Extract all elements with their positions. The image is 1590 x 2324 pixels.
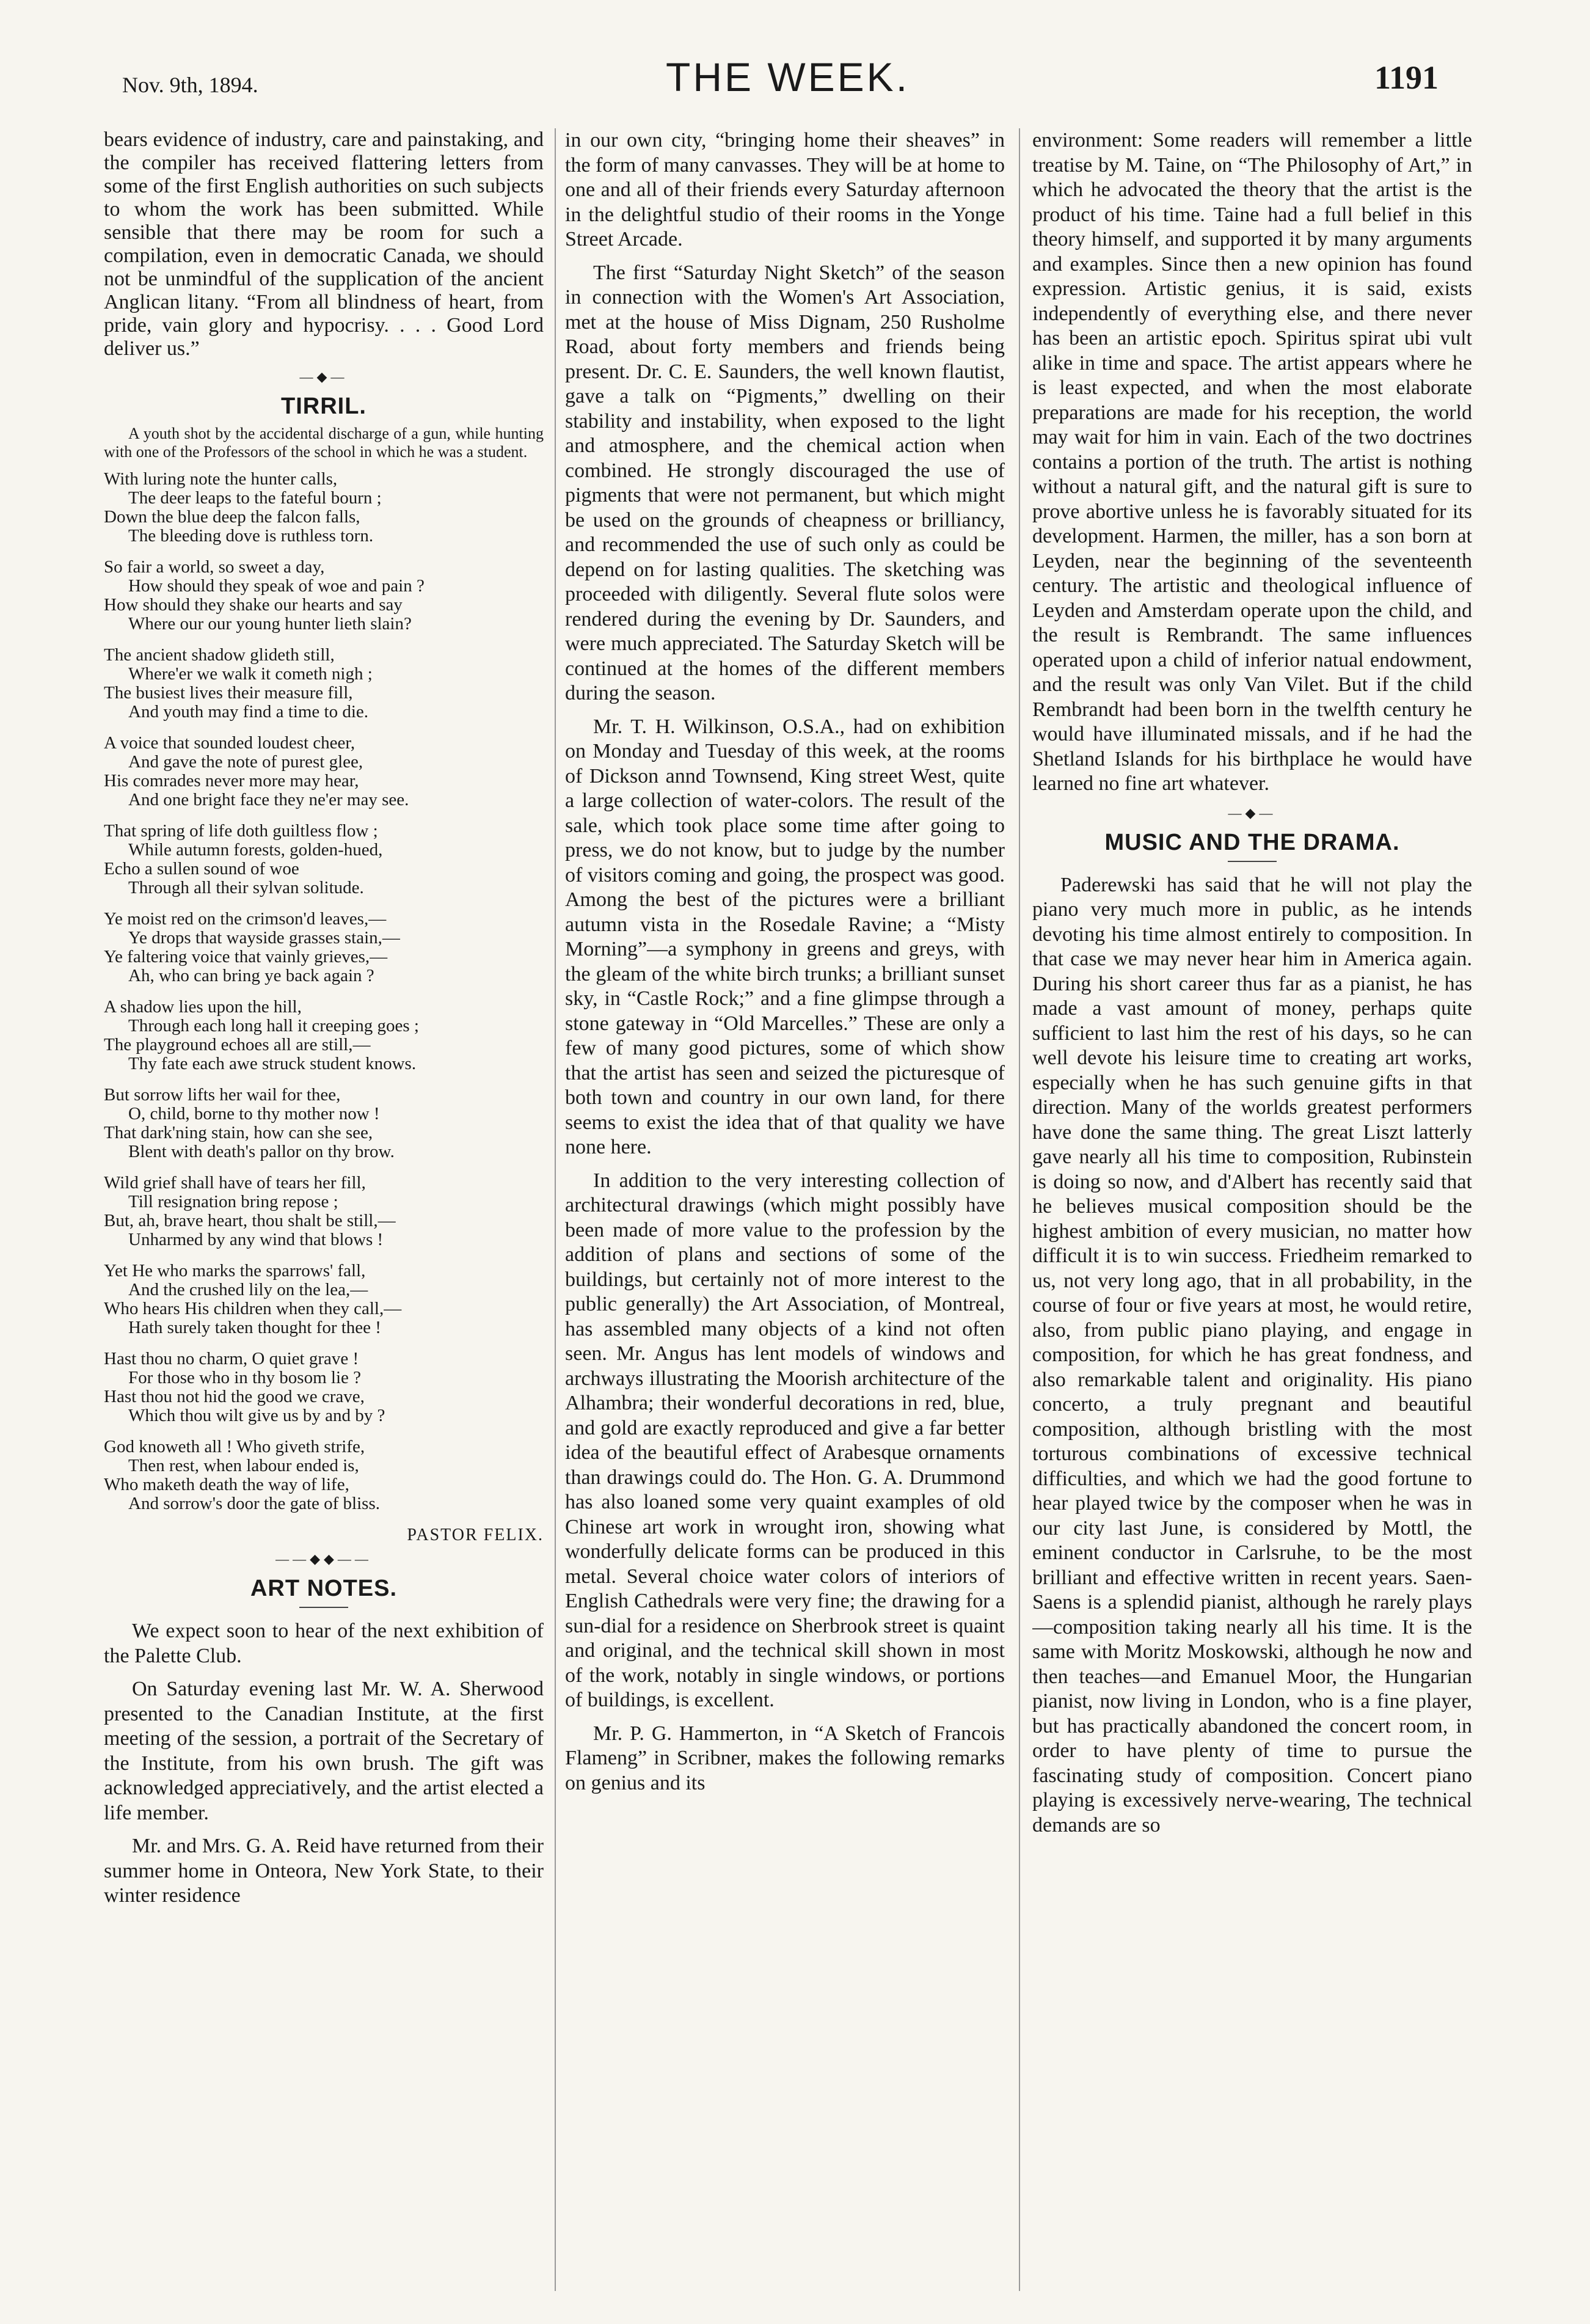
poem-line: And gave the note of purest glee, [128,753,363,772]
issue-date: Nov. 9th, 1894. [122,73,258,97]
poem-line: Ah, who can bring ye back again ? [128,967,374,985]
poem-line: So fair a world, so sweet a day, [104,558,325,577]
article-paragraph: On Saturday evening last Mr. W. A. Sherwood presented to the Canadian Institute, at the first meeting of the session, a portrait of the Secretary of the Institute, from his own brush. The gift was acknowledged appreciatively, and the artist elected a life member. [104,1678,544,1824]
poem-line: The deer leaps to the fateful bourn ; [128,489,382,508]
poem-stanza [104,1350,544,1425]
poem-stanza [104,1438,544,1513]
poem-line: How should they speak of woe and pain ? [128,577,425,596]
poem-line: The ancient shadow glideth still, [104,646,335,665]
poem-stanza [104,1086,544,1161]
article-paragraph: environment: Some readers will remember a little treatise by M. Taine, on “The Philosophy of Art,” in which he advocated the theory that the artist is the product of his time. Taine had a full belief in this theory himself, and supported it by many arguments and examples. Since then a new opinion has found expression. Artistic genius, it is said, exists independently of everything else, and there never has been an artistic epoch. Spiritus spirat ubi vult alike in time and space. The artist appears where he is least expected, and when the most elaborate preparations are made for his reception, the world may wait for him in vain. Each of the two doctrines contains a portion of the truth. The artist is nothing without a natural gift, and the natural gift is sure to prove abortive unless he is favorably situated for its development. Harmen, the miller, has a son born at Leyden, near the beginning of the seventeenth century. The artistic and theological influence of Leyden and Amsterdam operate upon the child, and the result is Rembrandt. The same influences operated upon a child of inferior natual endowment, and the result was only Van Vilet. But if the child Rembrandt had been born in the twelfth century he would have illuminated missals, and if he had the Shetland Islands for his birthplace he would have learned no fine art whatever. [1032,129,1472,795]
poem-line: The busiest lives their measure fill, [104,684,353,703]
section-title-music-drama: MUSIC AND THE DRAMA. [1104,829,1400,855]
poem-line: But, ah, brave heart, thou shalt be still,— [104,1211,396,1230]
poem-line: With luring note the hunter calls, [104,470,338,489]
poem-line: Who maketh death the way of life, [104,1475,349,1494]
poem-stanza [104,1262,544,1337]
poem-line: Where our our young hunter lieth slain? [128,615,412,634]
article-paragraph: The first “Saturday Night Sketch” of the season in connection with the Women's Art Association, met at the house of Miss Dignam, 250 Rusholme Road, about forty members and friends being present. Dr. C. E. Saunders, the well known flautist, gave a talk on “Pigments,” dwelling on their stability and instability, when exposed to the light and atmosphere, and the chemical action when combined. He strongly discouraged the use of pigments that were not permanent, but which might be used on the grounds of cheapness or brilliancy, and recommended the use of such only as could be depend on for lasting qualities. The sketching was proceeded with diligently. Several flute solos were rendered during the evening by Dr. Saunders, and were much appreciated. The Saturday Sketch will be continued at the homes of the different members during the season. [565,261,1005,704]
poem-line: A voice that sounded loudest cheer, [104,734,356,753]
column-1 [104,128,544,2303]
poem-line: Hath surely taken thought for thee ! [128,1318,381,1337]
poem-line: Then rest, when labour ended is, [128,1456,359,1475]
poem-line: Ye drops that wayside grasses stain,— [128,929,400,948]
poem-line: Thy fate each awe struck student knows. [128,1054,417,1073]
article-paragraph: Paderewski has said that he will not play the piano very much more in public, as he intends devoting his time almost entirely to composition. In that case we may never hear him in America again. During his short career thus far as a pianist, he has made a vast amount of money, perhaps quite sufficient to last him the rest of his days, so he can well devote his leisure time to creating art works, especially when he has such genuine gifts in that direction. Many of the worlds greatest performers have done the same thing. The great Liszt latterly gave nearly all his time to composition, Rubinstein is doing so now, and d'Albert has recently said that he believes musical composition should be the highest ambition of every musician, no matter how difficult it is to win success. Friedheim remarked to us, not very long ago, that in all probability, in the course of four or five years at most, he would retire, also, from public piano playing, and engage in composition, for which he has great fondness, and also remarkable talent and originality. His piano concerto, a truly pregnant and beautiful composition, although bristling with the most torturous combinations of excessive technical difficulties, and which we had the good fortune to hear played twice by the composer when he was in our city last June, is considered by Mottl, the eminent conductor in Carlsruhe, to be the most brilliant and effective written in recent years. Saen-Saens is a splendid pianist, although he rarely plays—composition taking nearly all his time. It is the same with Moritz Moskowski, although he now and then teaches—and Emanuel Moor, the Hungarian pianist, now living in London, who is a fine player, but has practically abandoned the concert room, in order to have plenty of time to pursue the fascinating study of composition. Concert piano playing is excessively nerve-wearing, The technical demands are so [1032,873,1472,1836]
poem-line: O, child, borne to thy mother now ! [128,1105,380,1124]
poem-line: Hast thou no charm, O quiet grave ! [104,1350,359,1368]
poem-stanza [104,998,544,1073]
column-3 [1032,128,1472,2303]
title-rule [1228,861,1277,862]
poem-line: Which thou wilt give us by and by ? [128,1406,385,1425]
poem-stanza [104,558,544,634]
article-paragraph: We expect soon to hear of the next exhibition of the Palette Club. [104,1620,544,1667]
poem-line: A shadow lies upon the hill, [104,998,302,1017]
article-paragraph: Mr. and Mrs. G. A. Reid have returned from their summer home in Onteora, New York State, to their winter residence [104,1835,544,1907]
poem-line: Through each long hall it creeping goes ; [128,1017,419,1036]
column-rule [555,128,556,2291]
lead-paragraph: bears evidence of industry, care and painstaking, and the compiler has received flattering letters from some of the first English authorities on such subjects to whom the work has been submitted. While sensible that there may be room for such a compilation, even in democratic Canada, we should not be unmindful of the supplication of the ancient Anglican litany. “From all blindness of heart, from pride, vain glory and hypocrisy. . . . Good Lord deliver us.” [104,128,544,360]
poem-stanza [104,1174,544,1249]
poem-line: Wild grief shall have of tears her fill, [104,1174,366,1193]
poem-stanza [104,822,544,897]
poem-line: Where'er we walk it cometh nigh ; [128,665,373,684]
poem-line: How should they shake our hearts and say [104,596,403,615]
article-paragraph: Mr. T. H. Wilkinson, O.S.A., had on exhibition on Monday and Tuesday of this week, at the rooms of Dickson annd Townsend, King street West, quite a large collection of water-colors. The result of the sale, which took place some time after going to press, we do not know, but to judge by the number of visitors coming and going, the prospect was good. Among the best of the pictures were a brilliant autumn vista in the Rosedale Ravine; a “Misty Morning”—a symphony in greens and greys, with the gleam of the white birch trunks; a brilliant sunset sky, in “Castle Rock;” and a fine glimpse through a stone gateway in “Old Marcelles.” These are only a few of many good pictures, some of which show that the artist has seen and seized the picturesque of both town and country in our own land, for there seems to exist the idea that of that quality we have none here. [565,715,1005,1158]
poem-stanza [104,470,544,546]
poem-line: Who hears His children when they call,— [104,1299,402,1318]
title-rule [299,1607,348,1608]
poem-stanza [104,646,544,722]
page-number: 1191 [1374,59,1439,96]
poem-line: God knoweth all ! Who giveth strife, [104,1438,365,1456]
poem-stanza [104,910,544,985]
poem-line: Ye moist red on the crimson'd leaves,— [104,910,387,929]
poem-line: His comrades never more may hear, [104,772,359,791]
article-paragraph: In addition to the very interesting collection of architectural drawings (which might possibly have been made of more value to the profession by the addition of plans and sections of some of the buildings, but certainly not of more interest to the public generally) the Art Association, of Montreal, has assembled many objects of a kind not often seen. Mr. Angus has lent models of windows and archways illustrating the Moorish architecture of the Alhambra; their wonderful decorations in red, blue, and gold are exactly reproduced and give a far better idea of the beautiful effect of Arabesque ornaments than drawings could do. The Hon. G. A. Drummond has also loaned some very quaint examples of old Chinese art work in wrought iron, showing what wonderfully delicate forms can be produced in this metal. Several choice water colors of interiors of English Cathedrals were very fine; the drawing for a sun-dial for a residence on Sherbrook street is quaint and original, and the technical skill shown in most of the work, notably in single windows, or portions of buildings, is excellent. [565,1169,1005,1711]
poem-line: That spring of life doth guiltless flow ; [104,822,378,841]
masthead-title: THE WEEK. [666,54,910,100]
poem-line: That dark'ning stain, how can she see, [104,1124,373,1142]
poem-line: But sorrow lifts her wail for thee, [104,1086,341,1105]
poem-stanza [104,734,544,809]
poem-line: While autumn forests, golden-hued, [128,841,383,860]
poem-line: And youth may find a time to die. [128,703,369,722]
section-separator: —◆— [299,369,348,384]
section-title-art-notes: ART NOTES. [250,1576,398,1601]
poem-signature: PASTOR FELIX. [407,1526,544,1544]
poem-line: Till resignation bring repose ; [128,1193,338,1211]
section-separator: ——◆◆—— [275,1551,372,1566]
article-paragraph: Mr. P. G. Hammerton, in “A Sketch of Francois Flameng” in Scribner, makes the following remarks on genius and its [565,1722,1005,1794]
poem-line: Ye faltering voice that vainly grieves,— [104,948,388,967]
poem-line: For those who in thy bosom lie ? [128,1368,362,1387]
poem-line: The bleeding dove is ruthless torn. [128,527,374,546]
poem-line: Hast thou not hid the good we crave, [104,1387,365,1406]
poem-line: Yet He who marks the sparrows' fall, [104,1262,366,1281]
poem-line: Echo a sullen sound of woe [104,860,299,879]
poem-line: And one bright face they ne'er may see. [128,791,409,809]
poem-title: TIRRIL. [281,393,367,419]
poem-line: The playground echoes all are still,— [104,1036,371,1054]
section-separator: —◆— [1228,805,1277,820]
poem-line: And sorrow's door the gate of bliss. [128,1494,380,1513]
poem-line: Blent with death's pallor on thy brow. [128,1142,395,1161]
column-rule [1019,128,1020,2291]
poem-note: A youth shot by the accidental discharge of a gun, while hunting with one of the Professors of the school in which he was a student. [104,425,544,461]
poem-line: Down the blue deep the falcon falls, [104,508,360,527]
column-2 [565,128,1005,2303]
poem-line: Through all their sylvan solitude. [128,879,364,897]
poem-line: Unharmed by any wind that blows ! [128,1230,384,1249]
poem-line: And the crushed lily on the lea,— [128,1281,368,1299]
page-header [0,0,1590,122]
article-paragraph: in our own city, “bringing home their sheaves” in the form of many canvasses. They will be at home to one and all of their friends every Saturday afternoon in the delightful studio of their rooms in the Yonge Street Arcade. [565,129,1005,250]
